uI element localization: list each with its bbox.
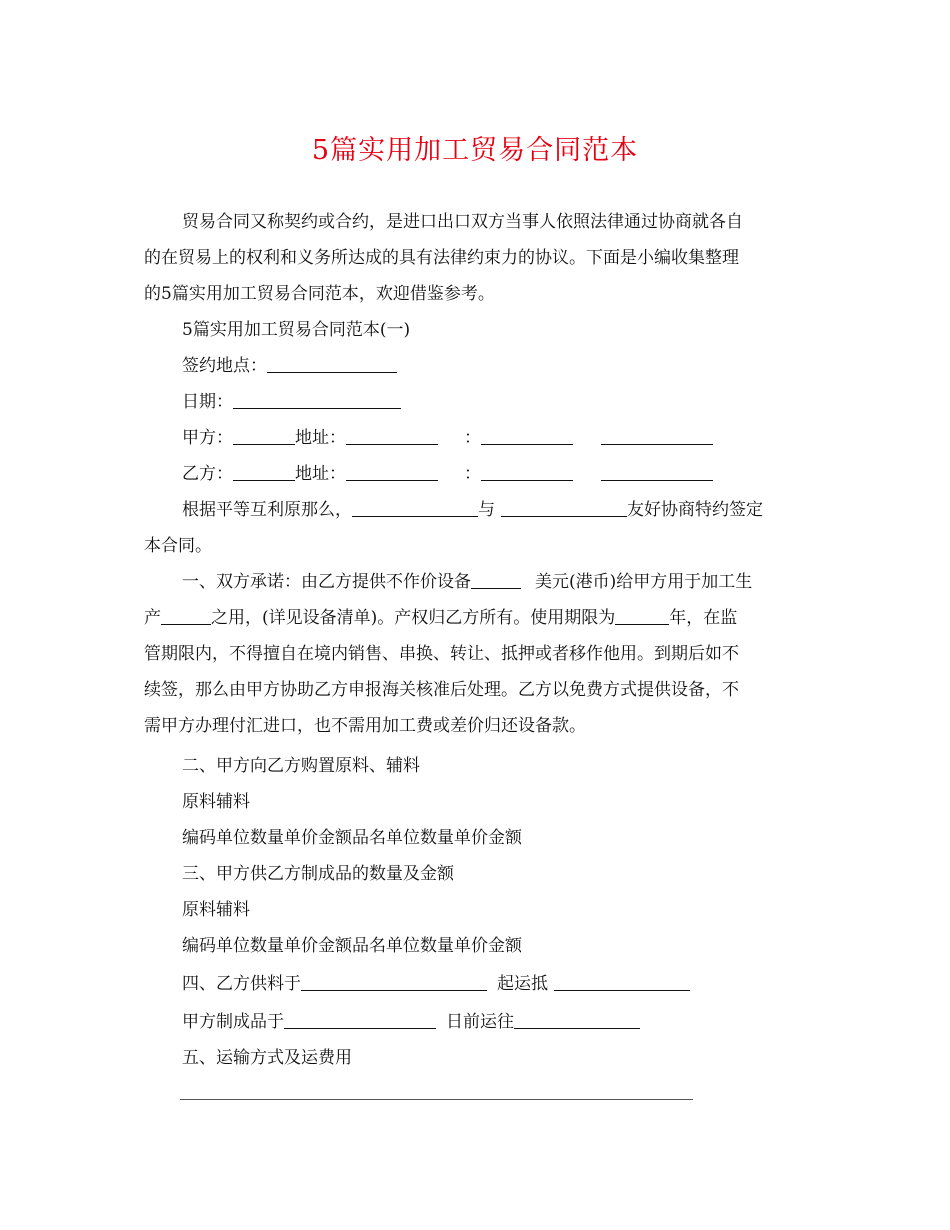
intro-line-2: 的在贸易上的权利和义务所达成的具有法律约束力的协议。下面是小编收集整理 bbox=[144, 248, 739, 268]
clause2-heading: 二、甲方向乙方购置原料、辅料 bbox=[182, 756, 420, 776]
table-columns-2: 编码单位数量单价金额品名单位数量单价金额 bbox=[182, 936, 522, 956]
clause4-text-b: 起运抵 bbox=[497, 974, 548, 994]
intro-line-1: 贸易合同又称契约或合约，是进口出口双方当事人依照法律通过协商就各自 bbox=[182, 212, 743, 232]
party-a-address-blank bbox=[346, 422, 438, 445]
contract-subtitle: 5篇实用加工贸易合同范本(一) bbox=[182, 320, 411, 340]
bottom-blank-line bbox=[180, 1099, 693, 1100]
finished-blank-2 bbox=[514, 1006, 640, 1029]
principle-line-1 bbox=[182, 492, 852, 528]
party-b-label: 乙方： bbox=[182, 464, 233, 484]
party-b-row bbox=[182, 456, 852, 492]
clause1-text-a: 一、双方承诺：由乙方提供不作价设备 bbox=[182, 572, 471, 592]
clause1-text-d: 之用，(详见设备清单)。产权归乙方所有。使用期限为 bbox=[211, 608, 616, 628]
finished-text-b: 日前运往 bbox=[446, 1012, 514, 1032]
clause3-heading: 三、甲方供乙方制成品的数量及金额 bbox=[182, 864, 454, 884]
party-a-name-blank bbox=[233, 422, 295, 445]
date-label: 日期： bbox=[182, 392, 233, 412]
clause4-text-a: 四、乙方供料于 bbox=[182, 974, 301, 994]
clause1-line-4: 续签，那么由甲方协助乙方申报海关核准后处理。乙方以免费方式提供设备，不 bbox=[144, 680, 739, 700]
sign-place-blank bbox=[267, 350, 397, 373]
principle-blank-2 bbox=[501, 494, 627, 517]
party-a-blank-3 bbox=[601, 422, 713, 445]
clause1-line-1 bbox=[182, 564, 852, 600]
principle-text-c: 友好协商特约签定 bbox=[627, 500, 763, 520]
party-a-label: 甲方： bbox=[182, 428, 233, 448]
materials-label-2: 原料辅料 bbox=[182, 900, 250, 920]
clause1-blank-2 bbox=[161, 602, 211, 625]
finished-goods-row bbox=[182, 1004, 852, 1040]
clause1-line-3: 管期限内，不得擅自在境内销售、串换、转让、抵押或者移作他用。到期后如不 bbox=[144, 644, 739, 664]
clause1-text-c: 产 bbox=[144, 608, 161, 628]
clause1-text-b: 美元(港币)给甲方用于加工生 bbox=[535, 572, 753, 592]
clause4-blank-2 bbox=[554, 968, 690, 991]
clause1-line-2 bbox=[144, 600, 814, 636]
materials-label-1: 原料辅料 bbox=[182, 792, 250, 812]
clause4-blank-1 bbox=[301, 968, 487, 991]
party-a-address-label: 地址： bbox=[295, 428, 346, 448]
party-b-blank-2 bbox=[481, 458, 573, 481]
clause5-heading: 五、运输方式及运费用 bbox=[182, 1048, 352, 1068]
sign-place-row bbox=[182, 348, 852, 384]
party-a-blank-2 bbox=[481, 422, 573, 445]
date-blank bbox=[233, 386, 401, 409]
principle-blank-1 bbox=[352, 494, 478, 517]
date-row bbox=[182, 384, 852, 420]
party-b-colon: ： bbox=[464, 464, 481, 484]
finished-blank-1 bbox=[284, 1006, 436, 1029]
clause1-line-5: 需甲方办理付汇进口，也不需用加工费或差价归还设备款。 bbox=[144, 716, 586, 736]
principle-line-2: 本合同。 bbox=[144, 536, 212, 556]
intro-line-3: 的5篇实用加工贸易合同范本，欢迎借鉴参考。 bbox=[144, 284, 495, 304]
clause1-blank-1 bbox=[471, 566, 521, 589]
clause1-blank-3 bbox=[615, 602, 669, 625]
party-b-address-blank bbox=[346, 458, 438, 481]
principle-text-a: 根据平等互利原那么， bbox=[182, 500, 352, 520]
party-a-colon: ： bbox=[464, 428, 481, 448]
party-b-blank-3 bbox=[601, 458, 713, 481]
document-title: 5篇实用加工贸易合同范本 bbox=[311, 135, 639, 166]
clause1-text-e: 年，在监 bbox=[669, 608, 738, 628]
clause4-row bbox=[182, 966, 852, 1002]
table-columns-1: 编码单位数量单价金额品名单位数量单价金额 bbox=[182, 828, 522, 848]
party-b-address-label: 地址： bbox=[295, 464, 346, 484]
principle-text-b: 与 bbox=[478, 500, 495, 520]
party-b-name-blank bbox=[233, 458, 295, 481]
finished-text-a: 甲方制成品于 bbox=[182, 1012, 284, 1032]
sign-place-label: 签约地点： bbox=[182, 356, 267, 376]
party-a-row bbox=[182, 420, 852, 456]
